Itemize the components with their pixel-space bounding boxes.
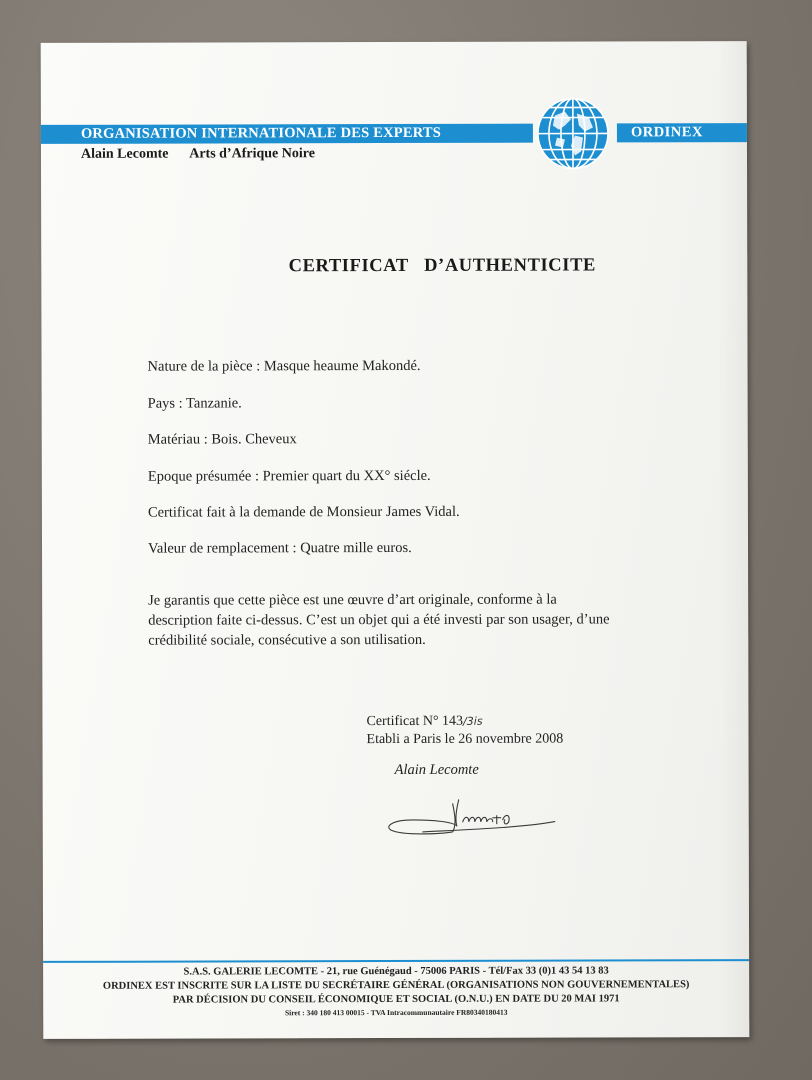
expert-specialty: Arts d’Afrique Noire xyxy=(189,146,315,162)
signer-name: Alain Lecomte xyxy=(394,761,479,779)
expert-line xyxy=(81,146,333,163)
certificate-page xyxy=(41,41,750,1039)
certificate-title: CERTIFICAT D’AUTHENTICITE xyxy=(288,255,596,277)
footer-decision: PAR DÉCISION DU CONSEIL ÉCONOMIQUE ET SOCIAL (O.N.U.) EN DATE DU 20 MAI 1971 xyxy=(172,993,620,1006)
globe-icon xyxy=(535,95,611,171)
guarantee-line: crédibilité sociale, consécutive a son utilisation. xyxy=(148,631,426,649)
certificate-number-label: Certificat N° 143 xyxy=(366,713,464,730)
field-period: Epoque présumée : Premier quart du XX° siécle. xyxy=(147,467,431,485)
field-material: Matériau : Bois. Cheveux xyxy=(147,431,297,448)
field-nature: Nature de la pièce : Masque heaume Makondé. xyxy=(147,357,421,375)
field-value: Valeur de remplacement : Quatre mille euros. xyxy=(148,539,412,557)
organization-name: ORGANISATION INTERNATIONALE DES EXPERTS xyxy=(80,124,442,142)
certificate-number xyxy=(366,714,563,733)
guarantee-line: description faite ci-dessus. C’est un objet qui a été investi par son usager, d’une xyxy=(148,611,610,629)
footer-registration: ORDINEX EST INSCRITE SUR LA LISTE DU SECRÉTAIRE GÉNÉRAL (ORGANISATIONS NON GOUVERNEMENTALES) xyxy=(102,979,690,992)
guarantee-line: Je garantis que cette pièce est une œuvre d’art originale, conforme à la xyxy=(148,591,557,609)
field-country: Pays : Tanzanie. xyxy=(147,395,242,412)
certificate-meta xyxy=(366,714,563,751)
organization-acronym: ORDINEX xyxy=(630,124,703,141)
page-shadow xyxy=(717,41,750,1037)
field-requester: Certificat fait à la demande de Monsieur James Vidal. xyxy=(147,503,460,521)
place-date: Etabli a Paris le 26 novembre 2008 xyxy=(366,731,564,748)
footer-siret: Siret : 340 180 413 00015 - TVA Intracommunautaire FR80340180413 xyxy=(284,1007,508,1018)
footer-rule xyxy=(43,959,749,963)
signature-icon xyxy=(383,794,563,844)
expert-name: Alain Lecomte xyxy=(80,146,169,162)
footer-address: S.A.S. GALERIE LECOMTE - 21, rue Guénégaud - 75006 PARIS - Tél/Fax 33 (0)1 43 54 13 83 xyxy=(183,965,609,978)
guarantee-paragraph xyxy=(148,589,668,650)
certificate-number-handwritten: /3is xyxy=(463,714,483,728)
